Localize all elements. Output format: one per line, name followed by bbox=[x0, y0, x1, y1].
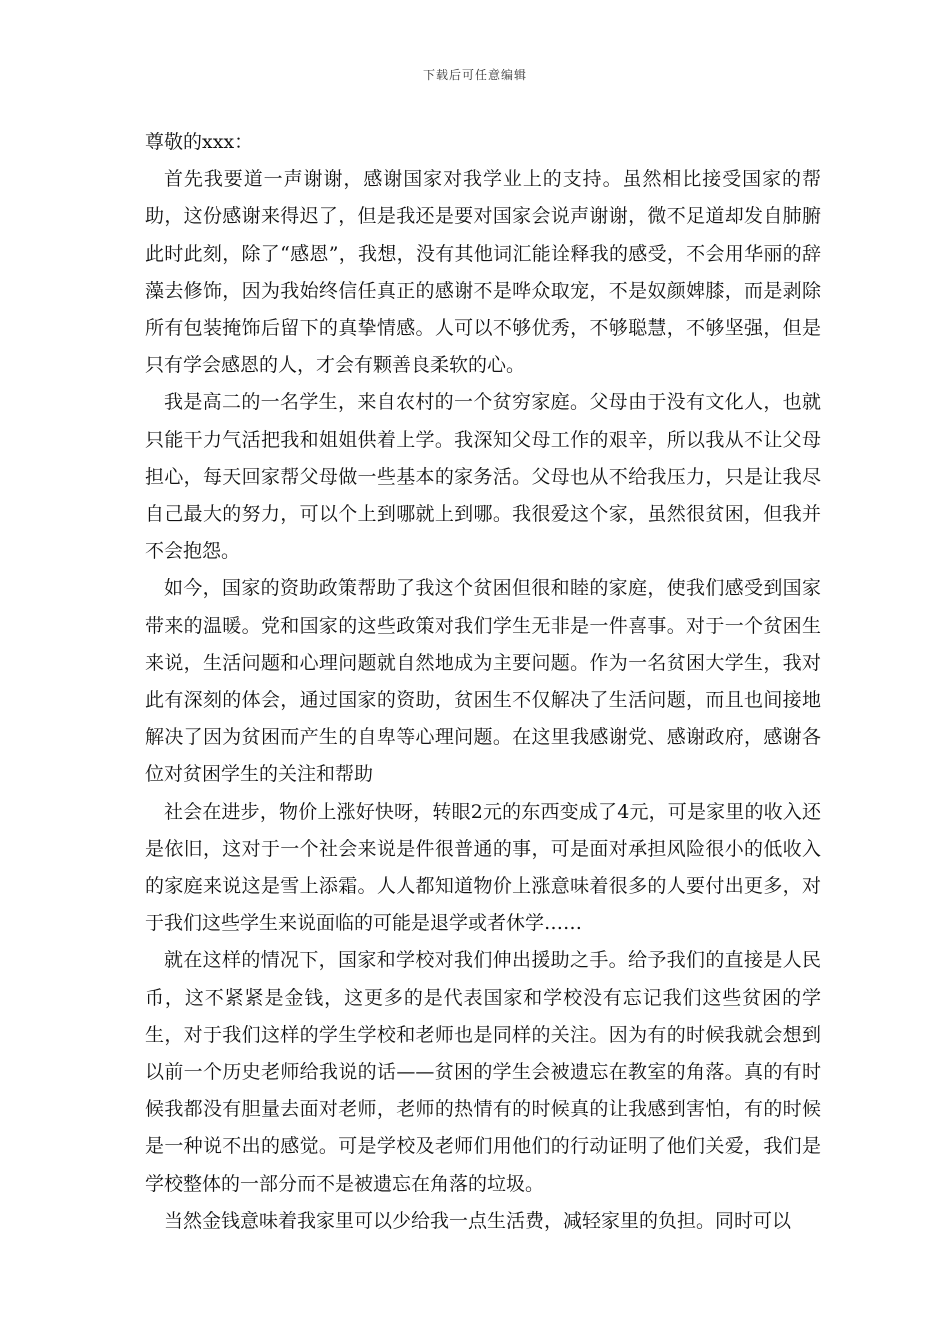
paragraph-4: 社会在进步，物价上涨好快呀，转眼2元的东西变成了4元，可是家里的收入还是依旧，这对于一个社会来说是件很普通的事，可是面对承担风险很小的低收入的家庭来说这是雪上添霜。人人都知道物价上涨意味着很多的人要付出更多，对于我们这些学生来说面临的可能是退学或者休学…… bbox=[145, 800, 821, 935]
paragraph-2: 我是高二的一名学生，来自农村的一个贫穷家庭。父母由于没有文化人，也就只能干力气活把我和姐姐供着上学。我深知父母工作的艰辛，所以我从不让父母担心，每天回家帮父母做一些基本的家务活。父母也从不给我压力，只是让我尽自己最大的努力，可以个上到哪就上到哪。我很爱这个家，虽然很贫困，但我并不会抱怨。 bbox=[145, 391, 821, 563]
paragraph-1: 首先我要道一声谢谢，感谢国家对我学业上的支持。虽然相比接受国家的帮助，这份感谢来得迟了，但是我还是要对国家会说声谢谢，微不足道却发自肺腑此时此刻，除了“感恩”，我想，没有其他词汇能诠释我的感受，不会用华丽的辞藻去修饰，因为我始终信任真正的感谢不是哗众取宠，不是奴颜婢膝，而是剥除所有包装掩饰后留下的真挚情感。人可以不够优秀，不够聪慧，不够坚强，但是只有学会感恩的人，才会有颗善良柔软的心。 bbox=[145, 168, 821, 377]
header-note: 下载后可任意编辑 bbox=[422, 68, 527, 82]
paragraph-5: 就在这样的情况下，国家和学校对我们伸出援助之手。给予我们的直接是人民币，这不紧紧是金钱，这更多的是代表国家和学校没有忘记我们这些贫困的学生，对于我们这样的学生学校和老师也是同样的关注。因为有的时候我就会想到以前一个历史老师给我说的话——贫困的学生会被遗忘在教室的角落。真的有时候我都没有胆量去面对老师，老师的热情有的时候真的让我感到害怕，有的时候是一种说不出的感觉。可是学校及老师们用他们的行动证明了他们关爱，我们是学校整体的一部分而不是被遗忘在角落的垃圾。 bbox=[145, 949, 821, 1195]
paragraph-3: 如今，国家的资助政策帮助了我这个贫困但很和睦的家庭，使我们感受到国家带来的温暖。党和国家的这些政策对我们学生无非是一件喜事。对于一个贫困生来说，生活问题和心理问题就自然地成为主要问题。作为一名贫困大学生，我对此有深刻的体会，通过国家的资助，贫困生不仅解决了生活问题，而且也间接地解决了因为贫困而产生的自卑等心理问题。在这里我感谢党、感谢政府，感谢各位对贫困学生的关注和帮助 bbox=[145, 577, 821, 786]
salutation: 尊敬的xxx： bbox=[145, 131, 254, 153]
letter-body bbox=[145, 124, 821, 1240]
paragraph-6: 当然金钱意味着我家里可以少给我一点生活费，减轻家里的负担。同时可以 bbox=[164, 1209, 792, 1232]
